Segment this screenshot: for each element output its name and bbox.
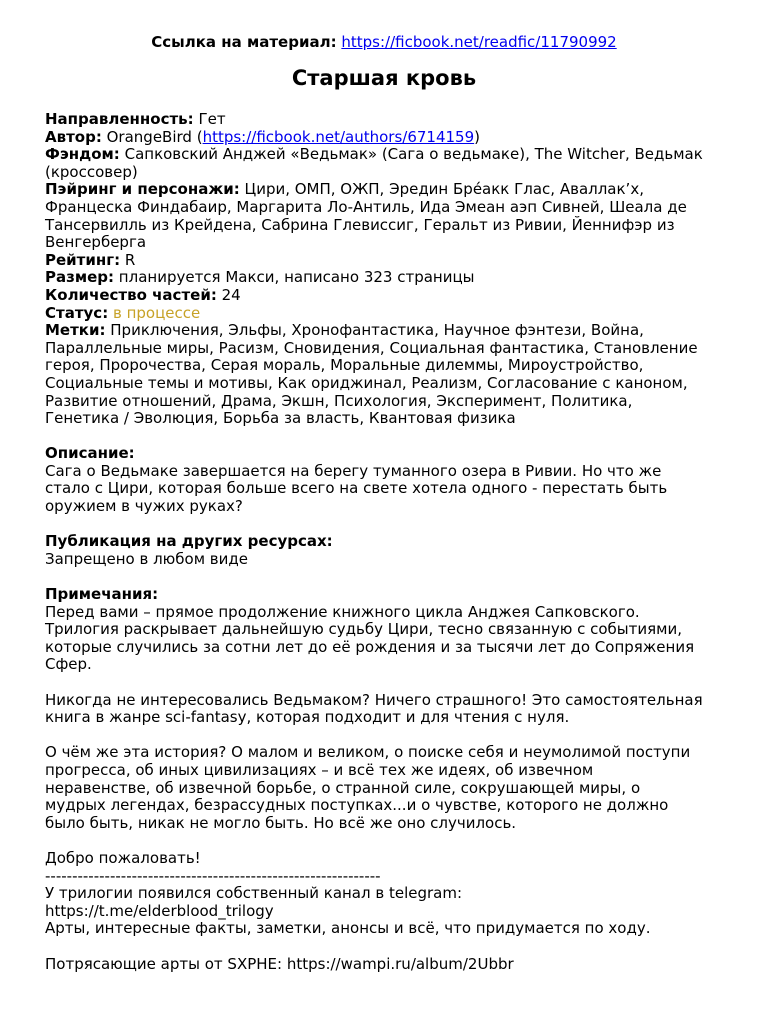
rating-row xyxy=(45,252,730,270)
direction-value: Гет xyxy=(198,110,226,128)
tags-value-line: Параллельные миры, Расизм, Сновидения, Социальная фантастика, Становление xyxy=(45,338,698,357)
tags-label: Метки: xyxy=(45,321,106,340)
parts-row xyxy=(45,287,730,305)
pairing-row xyxy=(45,181,730,199)
notes-line: Никогда не интересовались Ведьмаком? Ничего страшного! Это самостоятельная xyxy=(45,690,703,709)
source-link[interactable]: https://ficbook.net/readfic/11790992 xyxy=(341,33,617,51)
spacer xyxy=(45,428,730,446)
status-label: Статус: xyxy=(45,303,109,322)
source-label: Ссылка на материал: xyxy=(151,33,337,51)
tags-value-line: Развитие отношений, Драма, Экшн, Психология, Эксперимент, Политика, xyxy=(45,391,633,410)
notes-line: Потрясающие арты от SXPHE: https://wampi.ru/album/2Ubbr xyxy=(45,954,514,973)
separator-line: -------------------------------------------------------------- xyxy=(45,866,381,885)
notes-line: О чём же эта история? О малом и великом, о поиске себя и неумолимой поступи xyxy=(45,743,691,762)
notes-line: У трилогии появился собственный канал в telegram: xyxy=(45,884,463,903)
parts-value: 24 xyxy=(221,285,241,304)
notes-line: которые случились за сотни лет до её рождения и за тысячи лет до Сопряжения xyxy=(45,637,695,656)
author-link[interactable]: https://ficbook.net/authors/6714159 xyxy=(202,127,475,146)
description-line: оружием в чужих руках? xyxy=(45,497,243,516)
source-line xyxy=(0,33,768,51)
notes-heading xyxy=(45,586,730,604)
pairing-value-line: Тансервилль из Крейдена, Сабрина Глевиссиг, Геральт из Ривии, Йеннифэр из xyxy=(45,215,675,234)
size-value: планируется Макси, написано 323 страницы xyxy=(118,268,475,287)
notes-line: https://t.me/elderblood_trilogy xyxy=(45,901,274,920)
parts-label: Количество частей: xyxy=(45,285,217,304)
pairing-value-line: Венгерберга xyxy=(45,233,147,252)
spacer xyxy=(45,516,730,534)
author-name: OrangeBird xyxy=(106,127,192,146)
notes-line: Добро пожаловать! xyxy=(45,848,201,867)
publication-heading xyxy=(45,533,730,551)
fandom-value-cont: (кроссовер) xyxy=(45,162,138,181)
size-row xyxy=(45,269,730,287)
status-row xyxy=(45,305,730,323)
description-label: Описание: xyxy=(45,444,135,463)
notes-line: Перед вами – прямое продолжение книжного цикла Анджея Сапковского. xyxy=(45,602,640,621)
fandom-value: Сапковский Анджей «Ведьмак» (Сага о ведьмаке), The Witcher, Ведьмак xyxy=(124,145,703,164)
page-title: Старшая кровь xyxy=(291,66,477,90)
spacer xyxy=(45,832,730,850)
tags-row xyxy=(45,322,730,340)
direction-row xyxy=(45,111,730,129)
description-line: Сага о Ведьмаке завершается на берегу туманного озера в Ривии. Но что же xyxy=(45,461,662,480)
rating-value: R xyxy=(124,250,136,269)
tags-value-line: Генетика / Эволюция, Борьба за власть, Квантовая физика xyxy=(45,409,516,428)
notes-label: Примечания: xyxy=(45,585,159,604)
tags-value-line: Социальные темы и мотивы, Как ориджинал, Реализм, Согласование с каноном, xyxy=(45,373,688,392)
notes-line: мудрых легендах, безрассудных поступках...и о чувстве, которого не должно xyxy=(45,796,669,815)
fandom-row xyxy=(45,146,730,164)
size-label: Размер: xyxy=(45,268,115,287)
author-label: Автор: xyxy=(45,127,102,146)
notes-line: неравенстве, об извечной борьбе, о странной силе, сокрушающей миры, о xyxy=(45,778,641,797)
description-heading xyxy=(45,445,730,463)
description-line: стало с Цири, которая больше всего на свете хотела одного - перестать быть xyxy=(45,479,668,498)
pairing-value-line: Францеска Финдабаир, Маргарита Ло-Антиль, Ида Эмеан аэп Сивней, Шеала де xyxy=(45,197,687,216)
tags-value-line: героя, Пророчества, Серая мораль, Моральные дилеммы, Мироустройство, xyxy=(45,356,644,375)
author-open-paren: ( xyxy=(191,127,203,146)
spacer xyxy=(45,674,730,692)
spacer xyxy=(45,568,730,586)
status-value: в процессе xyxy=(112,303,201,322)
notes-line: Арты, интересные факты, заметки, анонсы и всё, что придумается по ходу. xyxy=(45,919,651,938)
spacer xyxy=(45,938,730,956)
direction-label: Направленность: xyxy=(45,110,194,128)
work-content xyxy=(45,111,730,973)
author-close-paren: ) xyxy=(474,127,480,146)
rating-label: Рейтинг: xyxy=(45,250,121,269)
publication-label: Публикация на других ресурсах: xyxy=(45,532,333,551)
fandom-label: Фэндом: xyxy=(45,145,120,164)
pairing-label: Пэйринг и персонажи: xyxy=(45,180,240,199)
pairing-value: Цири, ОМП, ОЖП, Эредин Бре́акк Глас, Аваллак’х, xyxy=(244,180,644,199)
notes-line: было быть, никак не могло быть. Но всё же оно случилось. xyxy=(45,813,517,832)
tags-value: Приключения, Эльфы, Хронофантастика, Научное фэнтези, Война, xyxy=(110,321,644,340)
notes-line: прогресса, об иных цивилизациях – и всё тех же идеях, об извечном xyxy=(45,760,594,779)
spacer xyxy=(45,727,730,745)
notes-line: книга в жанре sci-fantasy, которая подходит и для чтения с нуля. xyxy=(45,708,570,727)
notes-line: Трилогия раскрывает дальнейшую судьбу Цири, тесно связанную с событиями, xyxy=(45,620,682,639)
author-row xyxy=(45,129,730,147)
publication-text: Запрещено в любом виде xyxy=(45,549,248,568)
notes-line: Сфер. xyxy=(45,655,92,674)
